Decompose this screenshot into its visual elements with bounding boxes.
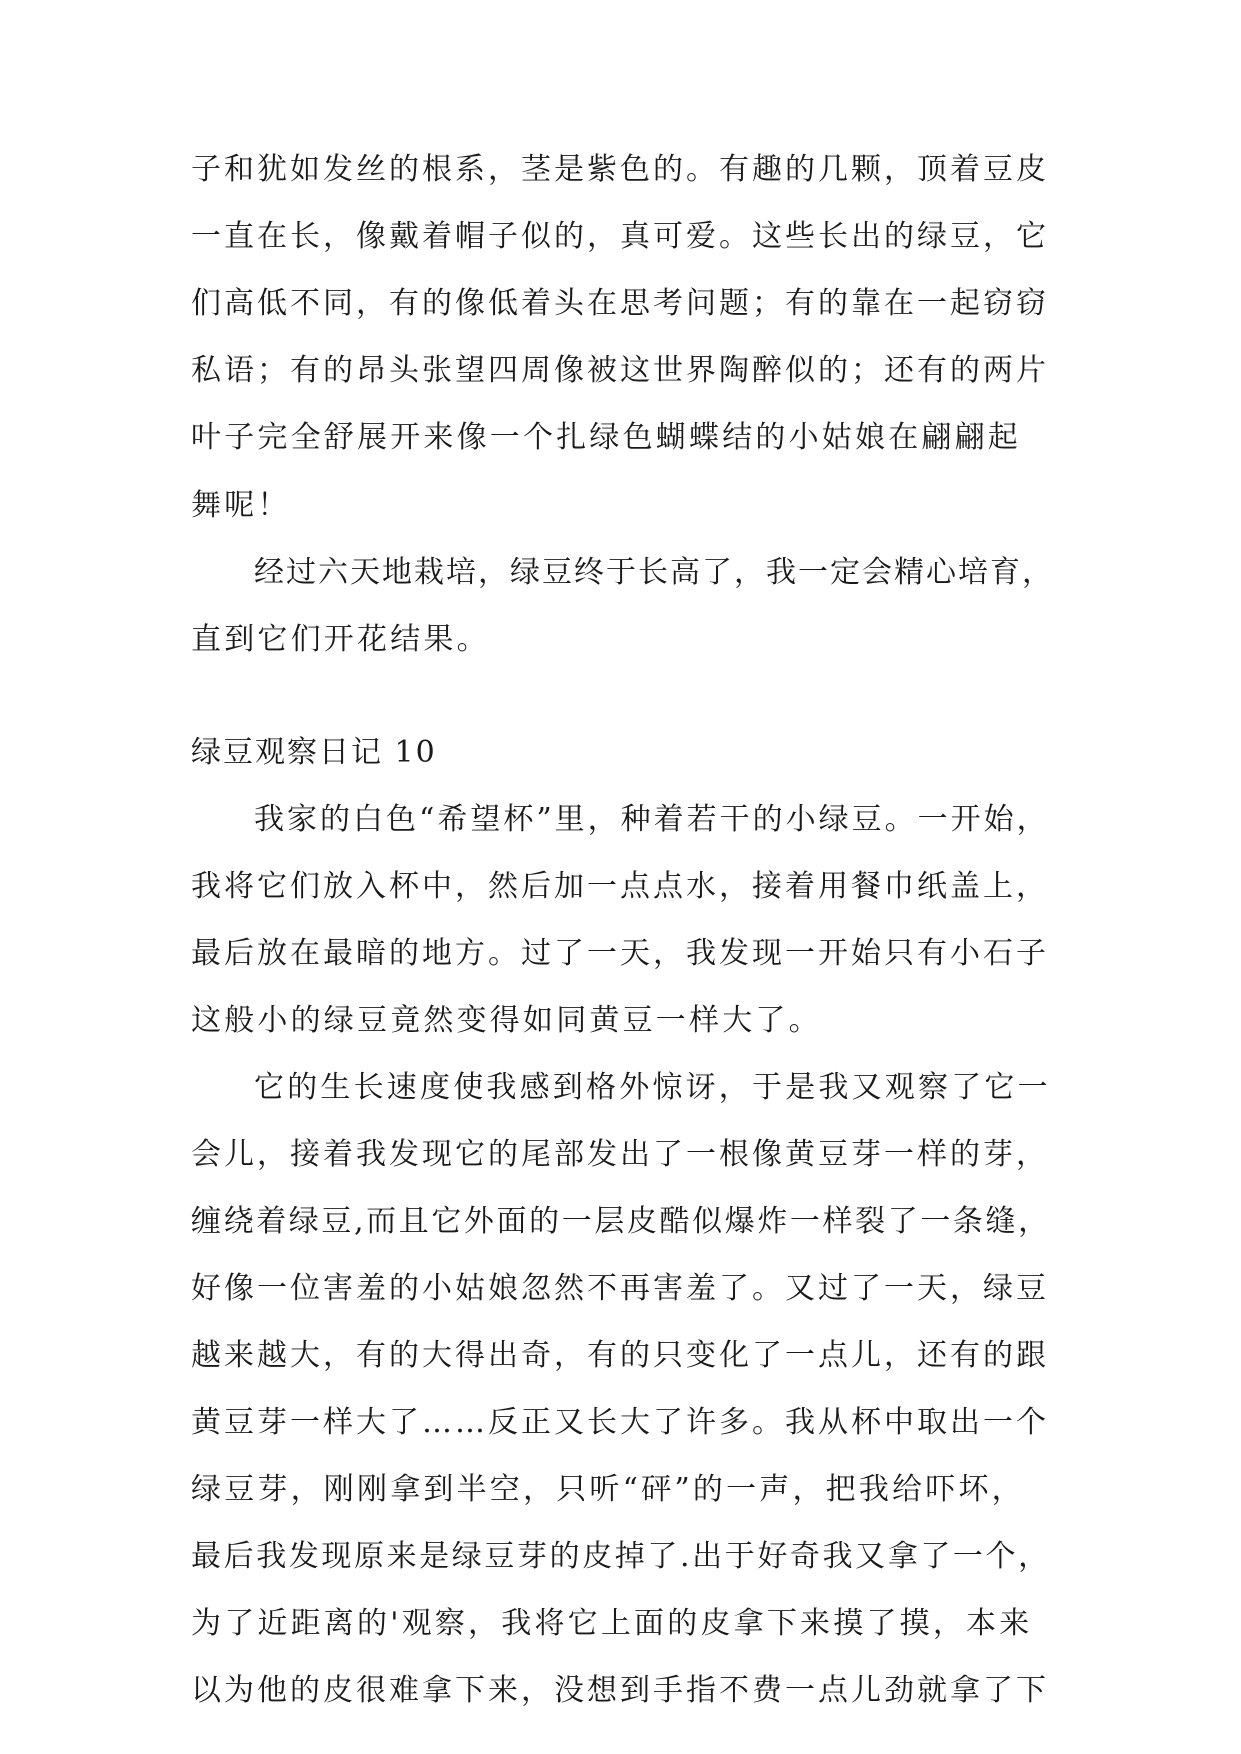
text-line: 我将它们放入杯中，然后加一点点水，接着用餐巾纸盖上， <box>191 869 1049 904</box>
text-line: 会儿，接着我发现它的尾部发出了一根像黄豆芽一样的芽， <box>191 1137 1049 1172</box>
text-line: 叶子完全舒展开来像一个扎绿色蝴蝶结的小姑娘在翩翩起 <box>191 420 1021 455</box>
text-line: 们高低不同，有的像低着头在思考问题；有的靠在一起窃窃 <box>191 286 1049 321</box>
text-line: 黄豆芽一样大了……反正又长大了许多。我从杯中取出一个 <box>191 1405 1049 1440</box>
text-line: 以为他的皮很难拿下来，没想到手指不费一点儿劲就拿了下 <box>191 1673 1049 1708</box>
text-line: 子和犹如发丝的根系，茎是紫色的。有趣的几颗，顶着豆皮 <box>191 152 1049 187</box>
text-line: 经过六天地栽培，绿豆终于长高了，我一定会精心培育， <box>254 555 1054 590</box>
text-line: 最后放在最暗的地方。过了一天，我发现一开始只有小石子 <box>191 936 1049 971</box>
text-line: 绿豆芽，刚刚拿到半空，只听“砰”的一声，把我给吓坏， <box>191 1472 1025 1507</box>
text-line: 我家的白色“希望杯”里，种着若干的小绿豆。一开始， <box>254 802 1050 837</box>
text-line: 最后我发现原来是绿豆芽的皮掉了.出于好奇我又拿了一个， <box>191 1539 1051 1574</box>
text-line: 缠绕着绿豆,而且它外面的一层皮酷似爆炸一样裂了一条缝， <box>191 1204 1051 1239</box>
text-line: 一直在长，像戴着帽子似的，真可爱。这些长出的绿豆，它 <box>191 219 1049 254</box>
text-line: 私语；有的昂头张望四周像被这世界陶醉似的；还有的两片 <box>191 353 1049 388</box>
text-line: 舞呢！ <box>191 488 291 523</box>
section-title: 绿豆观察日记 10 <box>191 735 437 770</box>
text-line: 这般小的绿豆竟然变得如同黄豆一样大了。 <box>191 1003 822 1038</box>
text-line: 它的生长速度使我感到格外惊讶，于是我又观察了它一 <box>254 1070 1051 1105</box>
text-line: 越来越大，有的大得出奇，有的只变化了一点儿，还有的跟 <box>191 1338 1049 1373</box>
text-line: 为了近距离的'观察，我将它上面的皮拿下来摸了摸，本来 <box>191 1606 1033 1641</box>
text-line: 好像一位害羞的小姑娘忽然不再害羞了。又过了一天，绿豆 <box>191 1271 1049 1306</box>
text-line: 直到它们开花结果。 <box>191 622 490 657</box>
